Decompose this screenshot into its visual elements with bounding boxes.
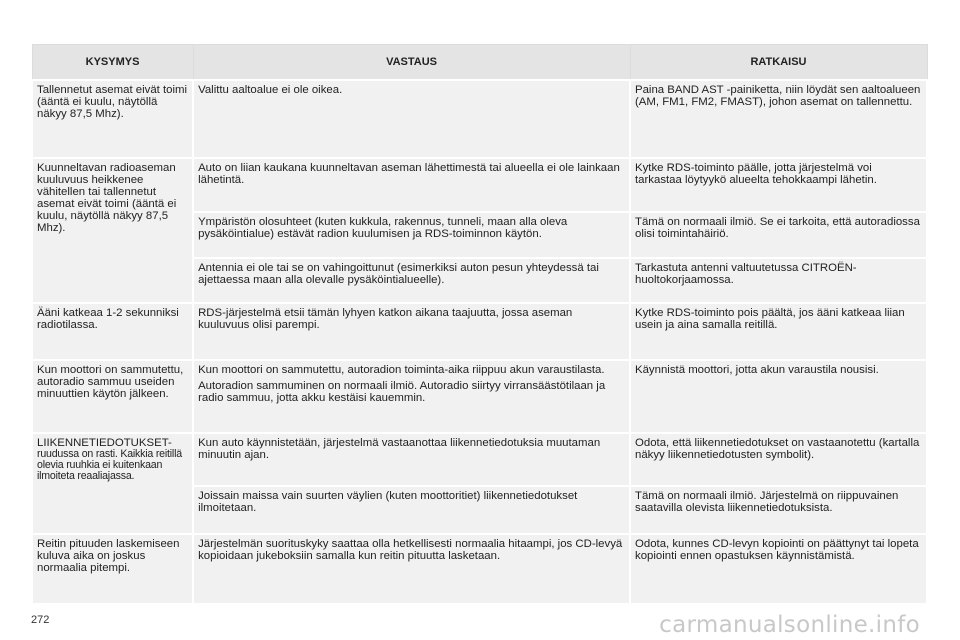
question-cell: Kuunneltavan radioaseman kuuluvuus heikkenee vähitellen tai tallennetut asemat eivät toimi (ääntä ei kuulu, näytöllä näkyy 87,5 Mhz). (32, 158, 193, 303)
question-cell: Tallennetut asemat eivät toimi (ääntä ei kuulu, näytöllä näkyy 87,5 Mhz). (32, 80, 193, 158)
table-row (32, 158, 927, 212)
table-row (32, 433, 927, 486)
answer-paragraph: Autoradion sammuminen on normaali ilmiö. Autoradio siirtyy virransäästötilaan ja radio sammuu, jotta akku kestäisi kauemmin. (198, 380, 606, 404)
answer-cell: Valittu aaltoalue ei ole oikea. (193, 80, 630, 158)
table-header-row (32, 45, 927, 81)
question-cell (32, 433, 193, 534)
table-row (32, 360, 927, 433)
question-cell: Kun moottori on sammutettu, autoradio sammuu useiden minuuttien käytön jälkeen. (32, 360, 193, 433)
question-text: ruudussa on rasti. Kaikkia reitillä olevia ruuhkia ei kuitenkaan ilmoiteta reaaliajassa. (37, 448, 182, 482)
faq-table-container (31, 44, 928, 605)
answer-cell: RDS-järjestelmä etsii tämän lyhyen katkon aikana taajuutta, jossa aseman kuuluvuus olisi parempi. (193, 303, 630, 360)
table-row (32, 80, 927, 158)
solution-cell: Odota, että liikennetiedotukset on vastaanotettu (kartalla näkyy liikennetiedotusten symbolit). (630, 433, 927, 486)
answer-cell: Antennia ei ole tai se on vahingoittunut (esimerkiksi auton pesun yhteydessä tai ajettaessa maan alla olevalle pysäköintialueelle). (193, 258, 630, 303)
solution-cell: Kytke RDS-toiminto pois päältä, jos ääni katkeaa liian usein ja aina samalla reitillä. (630, 303, 927, 360)
solution-cell: Tämä on normaali ilmiö. Järjestelmä on riippuvainen saatavilla olevista liikennetiedotuksista. (630, 486, 927, 534)
page-number: 272 (31, 614, 50, 626)
answer-cell: Auto on liian kaukana kuunneltavan aseman lähettimestä tai alueella ei ole lainkaan lähetintä. (193, 158, 630, 212)
solution-cell: Kytke RDS-toiminto päälle, jotta järjestelmä voi tarkastaa löytyykö alueelta tehokkaampi lähetin. (630, 158, 927, 212)
solution-cell: Tarkastuta antenni valtuutetussa CITROËN-huoltokorjaamossa. (630, 258, 927, 303)
answer-paragraph: Kun moottori on sammutettu, autoradion toiminta-aika riippuu akun varaustilasta. (198, 364, 605, 376)
answer-cell: Kun auto käynnistetään, järjestelmä vastaanottaa liikennetiedotuksia muutaman minuutin ajan. (193, 433, 630, 486)
question-heading: LIIKENNETIEDOTUKSET- (37, 437, 172, 449)
answer-cell: Järjestelmän suorituskyky saattaa olla hetkellisesti normaalia hitaampi, jos CD-levyä kopioidaan jukeboksiin samalla kun reitin pituutta lasketaan. (193, 534, 630, 604)
faq-table (31, 44, 928, 605)
header-question: KYSYMYS (32, 45, 193, 81)
question-cell: Ääni katkeaa 1-2 sekunniksi radiotilassa. (32, 303, 193, 360)
solution-cell: Tämä on normaali ilmiö. Se ei tarkoita, että autoradiossa olisi toimintahäiriö. (630, 212, 927, 258)
answer-cell: Ympäristön olosuhteet (kuten kukkula, rakennus, tunneli, maan alla oleva pysäköintialue) estävät radion kuulumisen ja RDS-toiminnon käytön. (193, 212, 630, 258)
table-row (32, 534, 927, 604)
answer-cell: Joissain maissa vain suurten väylien (kuten moottoritiet) liikennetiedotukset ilmoitetaan. (193, 486, 630, 534)
answer-cell (193, 360, 630, 433)
watermark: carmanualsonline.info (659, 612, 920, 638)
solution-cell: Käynnistä moottori, jotta akun varaustila nousisi. (630, 360, 927, 433)
header-answer: VASTAUS (193, 45, 630, 81)
table-row (32, 303, 927, 360)
solution-cell: Odota, kunnes CD-levyn kopiointi on päättynyt tai lopeta kopiointi ennen opastuksen käynnistämistä. (630, 534, 927, 604)
solution-cell: Paina BAND AST -painiketta, niin löydät sen aaltoalueen (AM, FM1, FM2, FMAST), johon asemat on tallennettu. (630, 80, 927, 158)
header-solution: RATKAISU (630, 45, 927, 81)
question-cell: Reitin pituuden laskemiseen kuluva aika on joskus normaalia pitempi. (32, 534, 193, 604)
